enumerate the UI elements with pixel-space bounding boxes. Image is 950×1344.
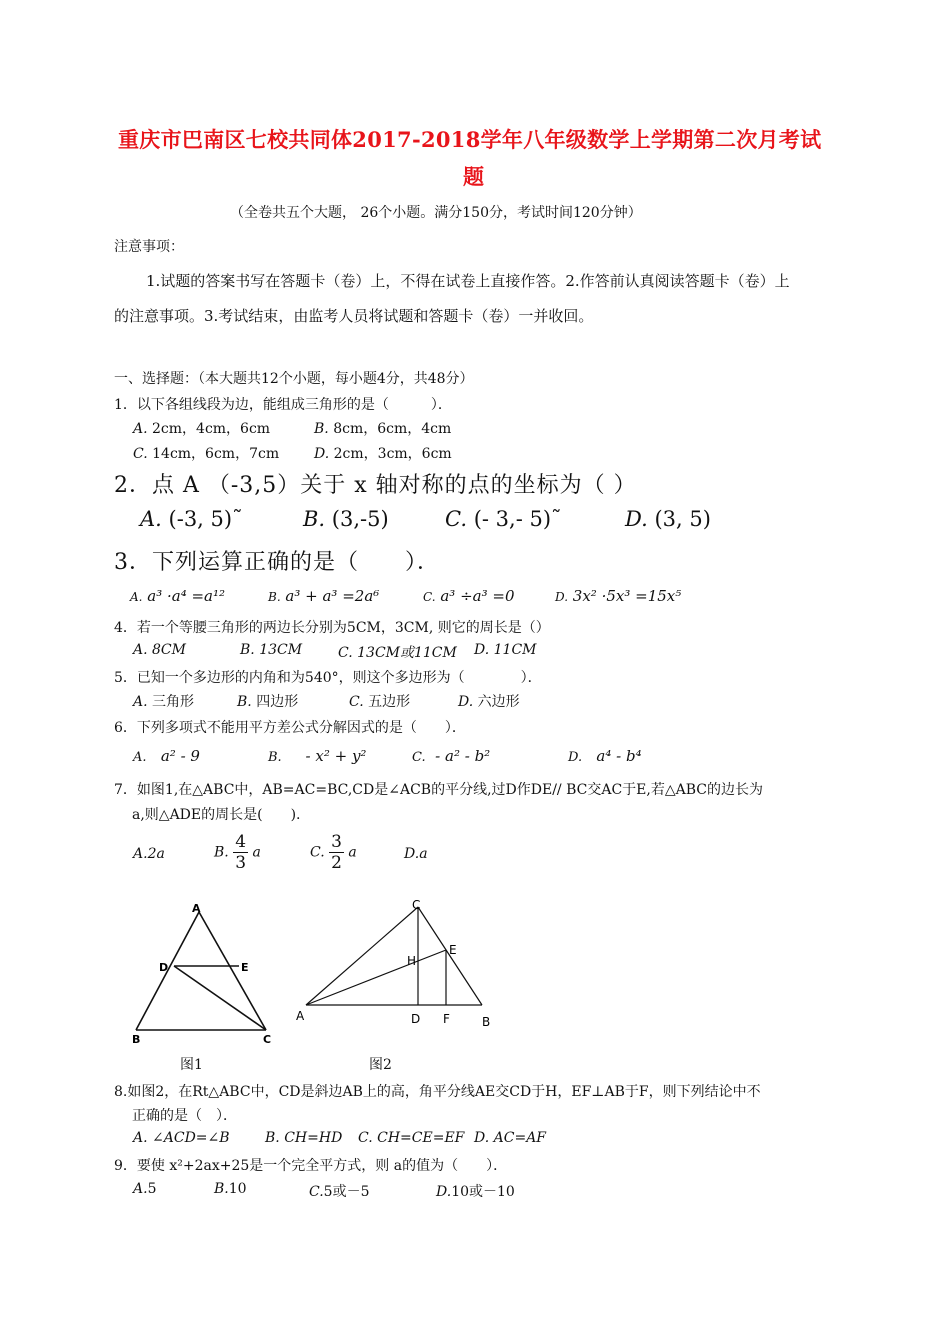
q8-option-a: A. ∠ACD=∠B bbox=[133, 1130, 230, 1146]
fig2-bisector-ae bbox=[306, 950, 446, 1005]
fig1-side-ac bbox=[199, 912, 266, 1030]
q7-stem-line-1: 7．如图1,在△ABC中，AB=AC=BC,CD是∠ACB的平分线,过D作DE// BC交AC于E,若△ABC的边长为 bbox=[114, 782, 763, 798]
q4-option-a: A. 8CM bbox=[133, 642, 186, 658]
q2-option-a: A. (-3, 5)˜ bbox=[140, 507, 243, 531]
q6-stem: 6．下列多项式不能用平方差公式分解因式的是（ ）． bbox=[114, 720, 466, 736]
fig2-label-c: C bbox=[412, 898, 421, 912]
fig2-label-a: A bbox=[296, 1009, 305, 1023]
q7-option-d: D.a bbox=[404, 846, 428, 862]
figure-2-diagram bbox=[290, 895, 500, 1035]
q4-option-b: B. 13CM bbox=[240, 642, 303, 658]
section-heading: 一、选择题：（本大题共12个小题，每小题4分，共48分） bbox=[114, 371, 474, 387]
q8-option-c: C. CH=CE=EF bbox=[358, 1130, 465, 1146]
q2-option-c: C. (- 3,- 5)˜ bbox=[445, 507, 562, 531]
q4-option-c: C. 13CM或11CM bbox=[338, 645, 457, 661]
q2-option-d: D. (3, 5) bbox=[625, 507, 711, 531]
q5-stem: 5．已知一个多边形的内角和为540°，则这个多边形为（ ）． bbox=[114, 670, 542, 686]
q3-option-b: B. a³ + a³ =2a⁶ bbox=[268, 587, 380, 605]
q6-option-d: D. a⁴ - b⁴ bbox=[568, 747, 642, 765]
q7-option-a: A.2a bbox=[133, 846, 165, 862]
q2-stem: 2．点 A （-3,5）关于 x 轴对称的点的坐标为（ ） bbox=[114, 473, 637, 498]
q3-option-a: A. a³ ·a⁴ =a¹² bbox=[130, 587, 226, 605]
q1-option-b: B. 8cm，6cm，4cm bbox=[314, 421, 452, 437]
fig2-side-ac bbox=[306, 907, 418, 1005]
q4-stem: 4．若一个等腰三角形的两边长分别为5CM，3CM, 则它的周长是（） bbox=[114, 620, 550, 636]
q9-option-c: C.5或－5 bbox=[309, 1184, 370, 1200]
q5-option-b: B. 四边形 bbox=[237, 694, 299, 710]
q3-option-d: D. 3x² ·5x³ =15x⁵ bbox=[555, 587, 682, 605]
fig2-label-h: H bbox=[407, 954, 417, 968]
q9-stem: 9．要使 x²+2ax+25是一个完全平方式，则 a的值为（ ）． bbox=[114, 1158, 508, 1174]
fig1-label-c: C bbox=[263, 1033, 272, 1046]
q8-stem-line-1: 8.如图2，在Rt△ABC中，CD是斜边AB上的高，角平分线AE交CD于H，EF⊥AB于F，则下列结论中不 bbox=[114, 1084, 761, 1100]
q1-option-a: A. 2cm，4cm，6cm bbox=[133, 421, 271, 437]
q1-option-d: D. 2cm，3cm，6cm bbox=[314, 446, 452, 462]
exam-info: （全卷共五个大题， 26个小题。满分150分，考试时间120分钟） bbox=[230, 205, 642, 221]
fig1-label-b: B bbox=[132, 1033, 141, 1046]
q8-option-d: D. AC=AF bbox=[474, 1130, 547, 1146]
figure-2-caption: 图2 bbox=[369, 1057, 392, 1073]
q6-option-c: C. - a² - b² bbox=[412, 747, 491, 765]
fig1-label-d: D bbox=[159, 961, 169, 974]
q9-option-a: A.5 bbox=[133, 1181, 157, 1197]
q6-option-a: A. a² - 9 bbox=[133, 747, 200, 765]
fig1-label-e: E bbox=[241, 961, 249, 974]
q2-option-b: B. (3,-5) bbox=[303, 507, 389, 531]
q8-option-b: B. CH=HD bbox=[265, 1130, 343, 1146]
q3-stem: 3．下列运算正确的是（ ）． bbox=[114, 550, 440, 575]
q8-stem-line-2: 正确的是（ ）． bbox=[132, 1108, 237, 1124]
q5-option-a: A. 三角形 bbox=[133, 694, 195, 710]
fig1-segment-dc bbox=[174, 966, 266, 1030]
fig2-label-e: E bbox=[449, 943, 457, 957]
notice-heading: 注意事项： bbox=[114, 239, 184, 255]
q5-option-c: C. 五边形 bbox=[349, 694, 411, 710]
q7-option-c: C. $\frac{3}{2}$ a bbox=[310, 832, 357, 873]
q7-option-b: B. $\frac{4}{3}$ a bbox=[214, 832, 261, 873]
fig2-label-d: D bbox=[411, 1012, 421, 1026]
page-title: 重庆市巴南区七校共同体2017-2018学年八年级数学上学期第二次月考试 bbox=[118, 127, 822, 152]
page-title-continued: 题 bbox=[463, 164, 485, 189]
q3-option-c: C. a³ ÷a³ =0 bbox=[423, 587, 515, 605]
q1-stem: 1．以下各组线段为边，能组成三角形的是（ ）． bbox=[114, 397, 452, 413]
notice-line-2: 的注意事项。3.考试结束，由监考人员将试题和答题卡（卷）一并收回。 bbox=[114, 307, 594, 325]
q7-stem-line-2: a,则△ADE的周长是( ). bbox=[132, 807, 301, 823]
q4-option-d: D. 11CM bbox=[474, 642, 537, 658]
fig2-label-b: B bbox=[482, 1015, 491, 1029]
fig1-label-a: A bbox=[192, 902, 201, 915]
notice-line-1: 1.试题的答案书写在答题卡（卷）上，不得在试卷上直接作答。2.作答前认真阅读答题卡（卷）上 bbox=[146, 272, 790, 290]
q9-option-b: B.10 bbox=[214, 1181, 247, 1197]
q9-option-d: D.10或－10 bbox=[436, 1184, 515, 1200]
figure-1-diagram bbox=[126, 898, 286, 1048]
figure-1-caption: 图1 bbox=[180, 1057, 203, 1073]
q6-option-b: B. - x² + y² bbox=[268, 747, 367, 765]
q1-option-c: C. 14cm，6cm，7cm bbox=[133, 446, 280, 462]
q5-option-d: D. 六边形 bbox=[458, 694, 520, 710]
fig2-label-f: F bbox=[443, 1012, 450, 1026]
